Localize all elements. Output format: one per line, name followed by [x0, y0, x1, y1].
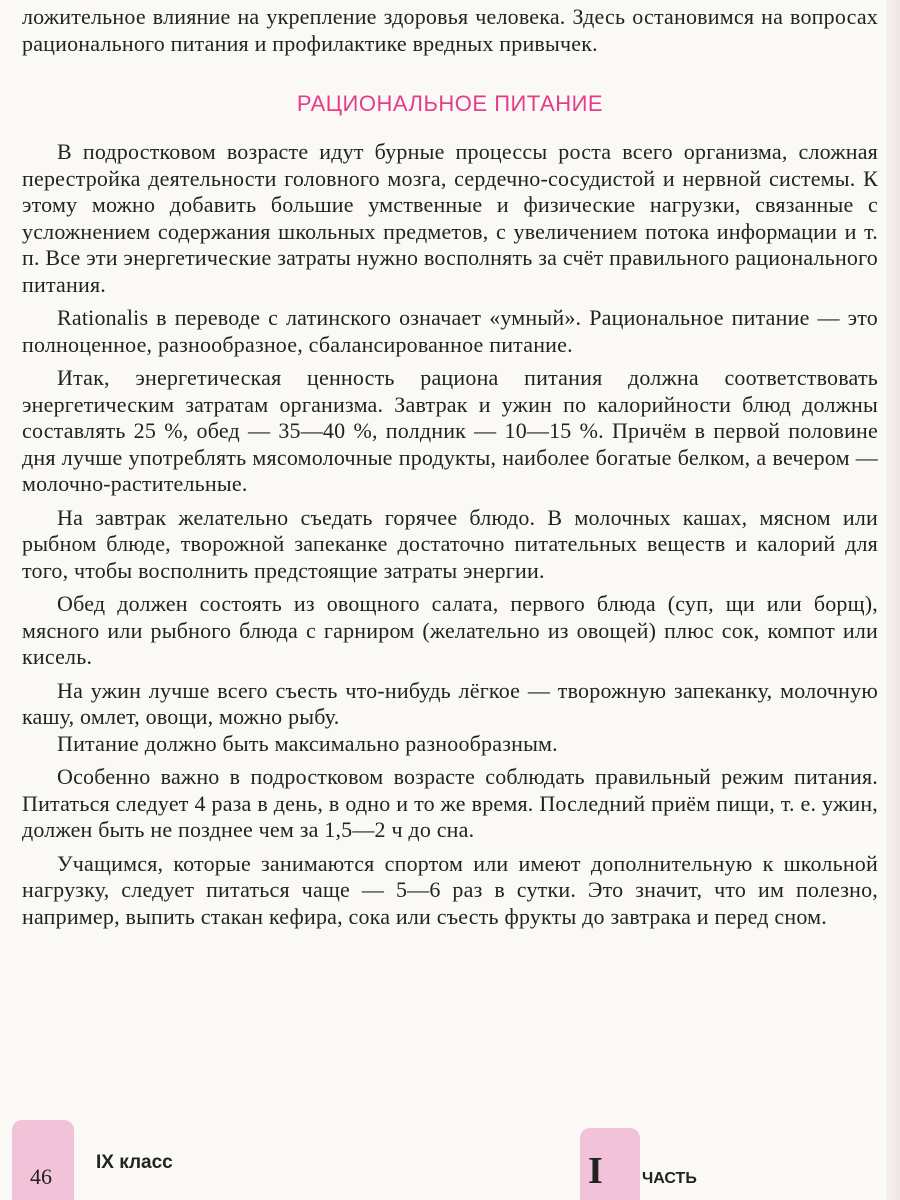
intro-paragraph: ложительное влияние на укрепление здоровья человека. Здесь остановимся на вопросах рационального питания и профилактике вредных привычек.: [22, 4, 878, 56]
part-label: ЧАСТЬ: [642, 1170, 697, 1187]
section-title: РАЦИОНАЛЬНОЕ ПИТАНИЕ: [296, 91, 604, 116]
paragraph-lunch: Обед должен состоять из овощного салата, первого блюда (суп, щи или борщ), мясного или рыбного блюда с гарниром (желательно из овощей) плюс сок, компот или кисель.: [22, 591, 878, 669]
grade-label: IX класс: [96, 1152, 173, 1173]
page-footer: [0, 1120, 900, 1200]
page-edge: [886, 0, 900, 1200]
page-number: 46: [30, 1164, 52, 1189]
paragraph-dinner: На ужин лучше всего съесть что-нибудь лёгкое — творожную запеканку, молочную кашу, омлет, овощи, можно рыбу.: [22, 677, 878, 729]
paragraph-rationalis: Rationalis в переводе с латинского означает «умный». Рациональное питание — это полноценное, разнообразное, сбалансированное питание.: [22, 305, 878, 357]
paragraph-growth: В подростковом возрасте идут бурные процессы роста всего организма, сложная перестройка деятельности головного мозга, сердечно-сосудистой и нервной системы. К этому можно добавить большие умственные и физические нагрузки, связанные с усложнением содержания школьных предметов, с увеличением потока информации и т. п. Все эти энергетические затраты нужно восполнять за счёт правильного рационального питания.: [22, 139, 878, 297]
main-text: [22, 4, 878, 930]
part-numeral: I: [588, 1150, 603, 1192]
paragraph-athletes: Учащимся, которые занимаются спортом или имеют дополнительную к школьной нагрузку, следует питаться чаще — 5—6 раз в сутки. Это значит, что им полезно, например, выпить стакан кефира, сока или съесть фрукты до завтрака и перед сном.: [22, 850, 878, 929]
paragraph-breakfast: На завтрак желательно съедать горячее блюдо. В молочных кашах, мясном или рыбном блюде, творожной запеканке достаточно питательных веществ и калорий для того, чтобы восполнить предстоящие затраты энергии.: [22, 504, 878, 583]
paragraph-variety: Питание должно быть максимально разнообразным.: [57, 730, 558, 756]
paragraph-regime: Особенно важно в подростковом возрасте соблюдать правильный режим питания. Питаться следует 4 раза в день, в одно и то же время. Последний приём пищи, т. е. ужин, должен быть не позднее чем за 1,5—2 ч до сна.: [22, 764, 878, 842]
paragraph-energy: Итак, энергетическая ценность рациона питания должна соответствовать энергетическим затратам организма. Завтрак и ужин по калорийности блюд должны составлять 25 %, обед — 35—40 %, полдник — 10—15 %. Причём в первой половине дня лучше употреблять мясомолочные продукты, наиболее богатые белком, а вечером — молочно-растительные.: [22, 365, 878, 496]
